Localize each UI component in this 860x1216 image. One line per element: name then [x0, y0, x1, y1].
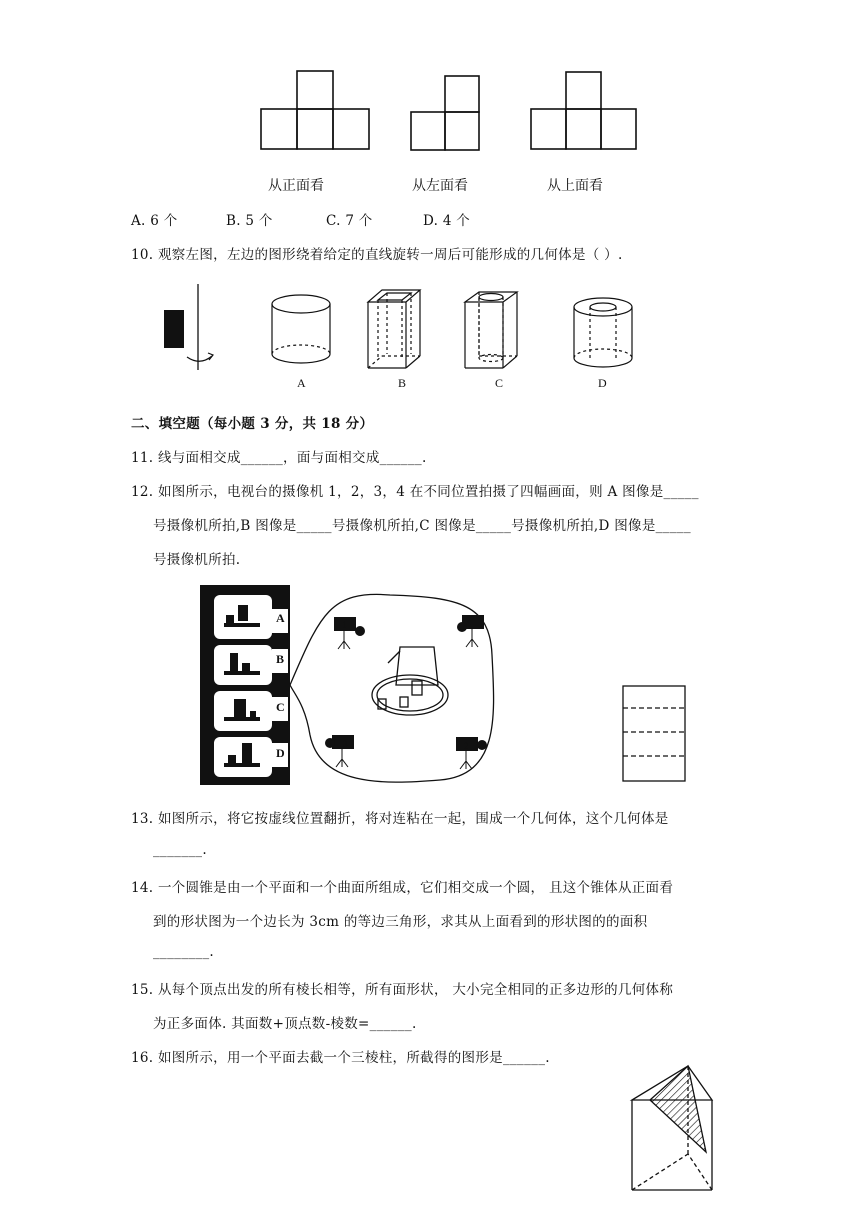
q12-line-2: 号摄像机所拍,B 图像是_____号摄像机所拍,C 图像是_____号摄像机所拍,D 图像是_____: [153, 518, 691, 534]
option-d-label: D: [598, 376, 607, 390]
panel-label-a: A: [276, 611, 285, 625]
q10-question: 10. 观察左图，左边的图形绕着给定的直线旋转一周后可能形成的几何体是（ ）.: [131, 247, 623, 263]
net-figure: [622, 685, 688, 783]
q9-option-a: A. 6 个: [131, 213, 178, 229]
option-c-prism-with-cylinder: [463, 290, 523, 374]
q9-option-c: C. 7 个: [326, 213, 373, 229]
option-a-cylinder: [268, 292, 338, 372]
camera-number-2: 2: [464, 741, 469, 751]
q9-option-b: B. 5 个: [226, 213, 273, 229]
camera-figure: [200, 585, 500, 785]
q11-question: 11. 线与面相交成______，面与面相交成______.: [131, 450, 427, 466]
option-a-label: A: [297, 376, 306, 390]
panel-label-b: B: [276, 652, 285, 666]
panel-label-c: C: [276, 700, 285, 714]
q12-line-3: 号摄像机所拍.: [153, 552, 241, 568]
camera-number-1: 1: [342, 620, 347, 630]
front-view-figure: [260, 70, 370, 152]
q13-line-1: 13. 如图所示，将它按虚线位置翻折，将对连粘在一起，围成一个几何体，这个几何体是: [131, 811, 669, 827]
q14-line-3: ________.: [153, 944, 214, 960]
front-view-caption: 从正面看: [268, 178, 324, 194]
option-d-hollow-cylinder: [571, 296, 637, 374]
panel-label-d: D: [276, 746, 285, 760]
q9-option-d: D. 4 个: [423, 213, 471, 229]
section-2-title: 二、填空题（每小题 3 分，共 18 分）: [131, 416, 374, 432]
q12-line-1: 12. 如图所示，电视台的摄像机 1，2，3，4 在不同位置拍摄了四幅画面，则 A 图像是_____: [131, 484, 699, 500]
option-b-label: B: [398, 376, 407, 390]
left-view-figure: [410, 75, 482, 153]
camera-number-4: 4: [466, 618, 471, 628]
top-view-figure: [530, 71, 638, 153]
q14-line-1: 14. 一个圆锥是由一个平面和一个曲面所组成，它们相交成一个圆， 且这个锥体从正面看: [131, 880, 674, 896]
q16-question: 16. 如图所示，用一个平面去截一个三棱柱，所截得的图形是______.: [131, 1050, 550, 1066]
q15-line-1: 15. 从每个顶点出发的所有棱长相等，所有面形状， 大小完全相同的正多边形的几何体称: [131, 982, 674, 998]
option-b-hollow-prism: [366, 288, 426, 374]
q15-line-2: 为正多面体. 其面数+顶点数-棱数=______.: [153, 1016, 417, 1032]
top-view-caption: 从上面看: [547, 178, 603, 194]
q13-line-2: _______.: [153, 842, 207, 858]
option-c-label: C: [495, 376, 504, 390]
camera-number-3: 3: [343, 739, 348, 749]
left-view-caption: 从左面看: [412, 178, 468, 194]
rotation-shape-figure: [160, 282, 220, 374]
triangular-prism-figure: [628, 1062, 724, 1194]
q14-line-2: 到的形状图为一个边长为 3cm 的等边三角形，求其从上面看到的形状图的的面积: [153, 914, 648, 930]
